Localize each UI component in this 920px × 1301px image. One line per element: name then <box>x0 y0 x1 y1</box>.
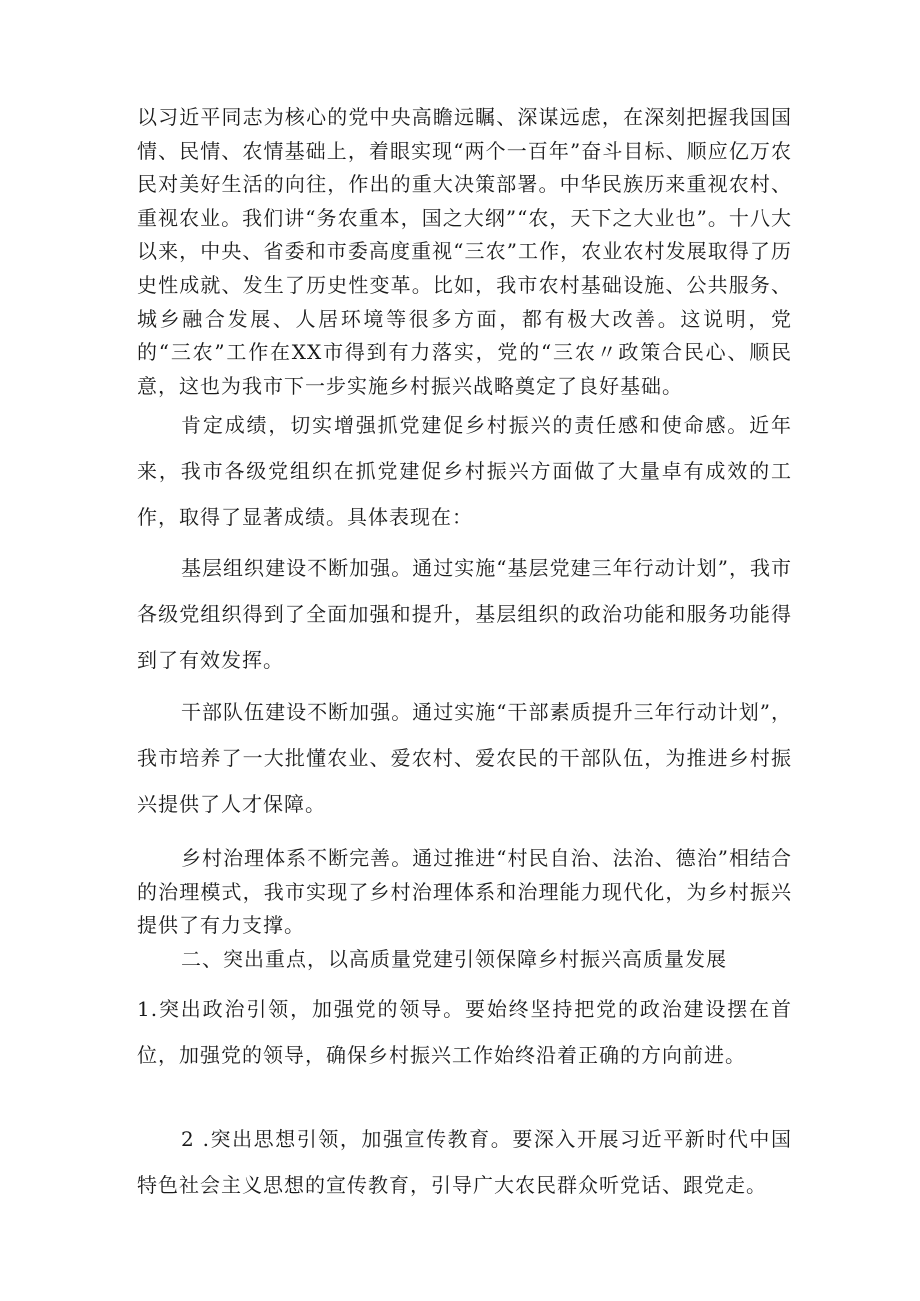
paragraph-policy-background: 以习近平同志为核心的党中央高瞻远瞩、深谋远虑，在深刻把握我国国情、民情、农情基础上，着眼实现“两个一百年”奋斗目标、顺应亿万农民对美好生活的向往，作出的重大决策部署。中华民族历来重视农村、重视农业。我们讲“务农重本，国之大纲”“农，天下之大业也”。十八大以来，中央、省委和市委高度重视“三农”工作，农业农村发展取得了历史性成就、发生了历史性变革。比如，我市农村基础设施、公共服务、城乡融合发展、人居环境等很多方面，都有极大改善。这说明，党的“三农”工作在XX市得到有力落实，党的“三农〃政策合民心、顺民意，这也为我市下一步实施乡村振兴战略奠定了良好基础。 <box>137 105 792 398</box>
paragraph-grassroots-organization: 基层组织建设不断加强。通过实施“基层党建三年行动计划”，我市各级党组织得到了全面加强和提升，基层组织的政治功能和服务功能得到了有效发挥。 <box>137 556 792 672</box>
list-item-2: 2 .突出思想引领，加强宣传教育。要深入开展习近平新时代中国特色社会主义思想的宣传教育，引导广大农民群众听党话、跟党走。 <box>137 1127 792 1197</box>
list-item-1: 1.突出政治引领，加强党的领导。要始终坚持把党的政治建设摆在首位，加强党的领导，确保乡村振兴工作始终沿着正确的方向前进。 <box>137 997 792 1067</box>
section-heading-2: 二、突出重点，以高质量党建引领保障乡村振兴高质量发展 <box>181 947 727 971</box>
paragraph-cadre-team: 干部队伍建设不断加强。通过实施“干部素质提升三年行动计划”，我市培养了一大批懂农业、爱农村、爱农民的干部队伍，为推进乡村振兴提供了人才保障。 <box>137 700 792 816</box>
paragraph-achievements-intro: 肯定成绩，切实增强抓党建促乡村振兴的责任感和使命感。近年来，我市各级党组织在抓党建促乡村振兴方面做了大量卓有成效的工作，取得了显著成绩。具体表现在： <box>137 413 792 529</box>
paragraph-rural-governance: 乡村治理体系不断完善。通过推进“村民自治、法治、德治”相结合的治理模式，我市实现了乡村治理体系和治理能力现代化，为乡村振兴提供了有力支撑。 <box>137 846 792 938</box>
